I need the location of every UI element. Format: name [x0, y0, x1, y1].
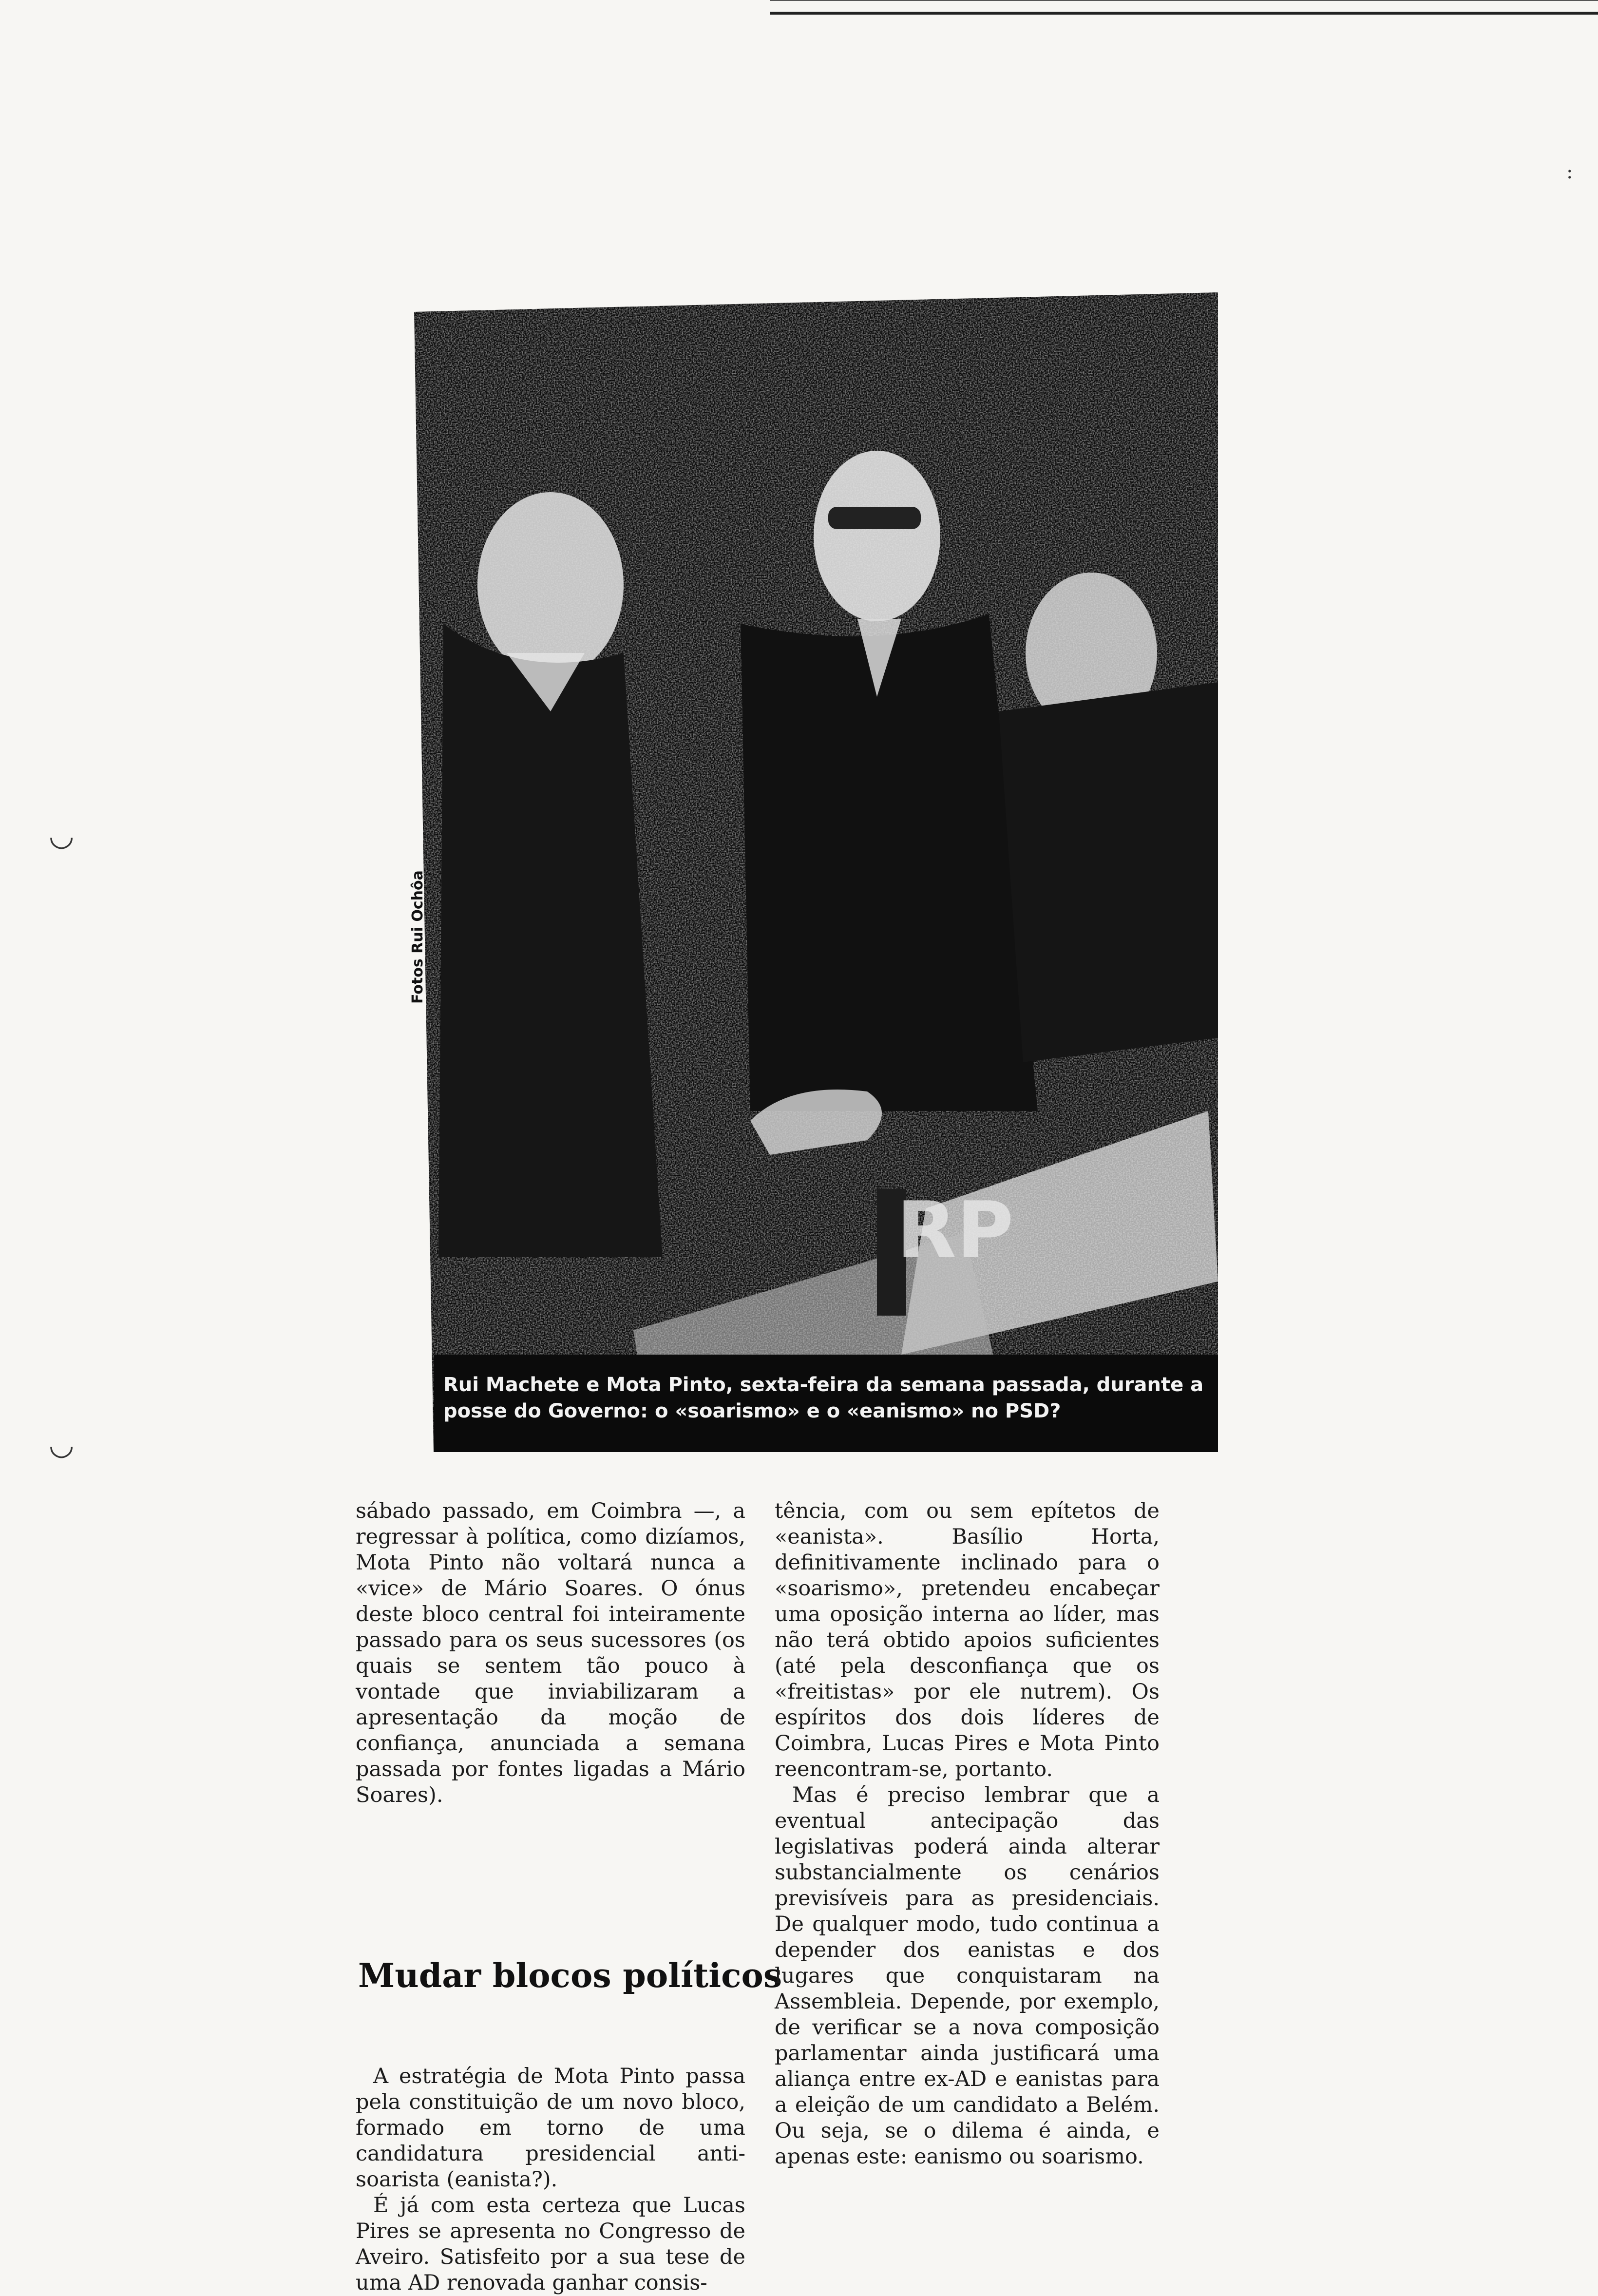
- photo-caption: Rui Machete e Mota Pinto, sexta-feira da semana passada, durante a posse do Governo: o «soarismo» e o «eanismo» no PSD?: [443, 1374, 1204, 1422]
- right-paragraph-1: tência, com ou sem epítetos de «eanista». Basílio Horta, definitivamente inclinado para o «soarismo», pretendeu encabeçar uma oposição interna ao líder, mas não terá obtido apoios suficientes (até pela desconfiança que os «freitistas» por ele nutrem). Os espíritos dos dois líderes de Coimbra, Lucas Pires e Mota Pinto reencontram-se, portanto.: [775, 1499, 1160, 1781]
- photo-image: [390, 283, 1218, 1452]
- margin-mark: :: [1566, 161, 1573, 183]
- article-left-column: [356, 1498, 745, 1808]
- right-paragraph-2: Mas é preciso lembrar que a eventual antecipação das legislativas poderá ainda alterar substancialmente os cenários previsíveis para as presidenciais. De qualquer modo, tudo continua a depender dos eanistas e dos lugares que conquistaram na Assembleia. Depende, por exemplo, de verificar se a nova composição parlamentar ainda justificará uma aliança entre ex-AD e eanistas para a eleição de um candidato a Belém. Ou seja, se o dilema é ainda, e apenas este: eanismo ou soarismo.: [775, 1783, 1160, 2169]
- top-edge-line: [770, 0, 1598, 1]
- punch-mark-upper: ◡: [49, 819, 75, 853]
- subheading: Mudar blocos políticos: [358, 1956, 782, 1995]
- left-paragraph-1: sábado passado, em Coimbra —, a regressar à política, como dizíamos, Mota Pinto não voltará nunca a «vice» de Mário Soares. O ónus deste bloco central foi inteiramente passado para os seus sucessores (os quais se sentem tão pouco à vontade que inviabilizaram a apresentação da moção de confiança, anunciada a semana passada por fontes ligadas a Mário Soares).: [356, 1499, 745, 1807]
- left-paragraph-3: É já com esta certeza que Lucas Pires se apresenta no Congresso de Aveiro. Satisfeito por a sua tese de uma AD renovada ganhar consis-: [356, 2193, 745, 2295]
- article-left-column-continued: [356, 2064, 745, 2296]
- news-photo: [390, 283, 1218, 1452]
- svg-text:RP: RP: [896, 1185, 1014, 1276]
- photo-credit: Fotos Rui Ochôa: [409, 870, 426, 1004]
- top-rule: [770, 12, 1598, 15]
- punch-mark-lower: ◡: [49, 1428, 75, 1462]
- left-paragraph-2: A estratégia de Mota Pinto passa pela constituição de um novo bloco, formado em torno de uma candidatura presidencial anti-soarista (eanista?).: [356, 2064, 745, 2192]
- article-right-column: [775, 1498, 1160, 2170]
